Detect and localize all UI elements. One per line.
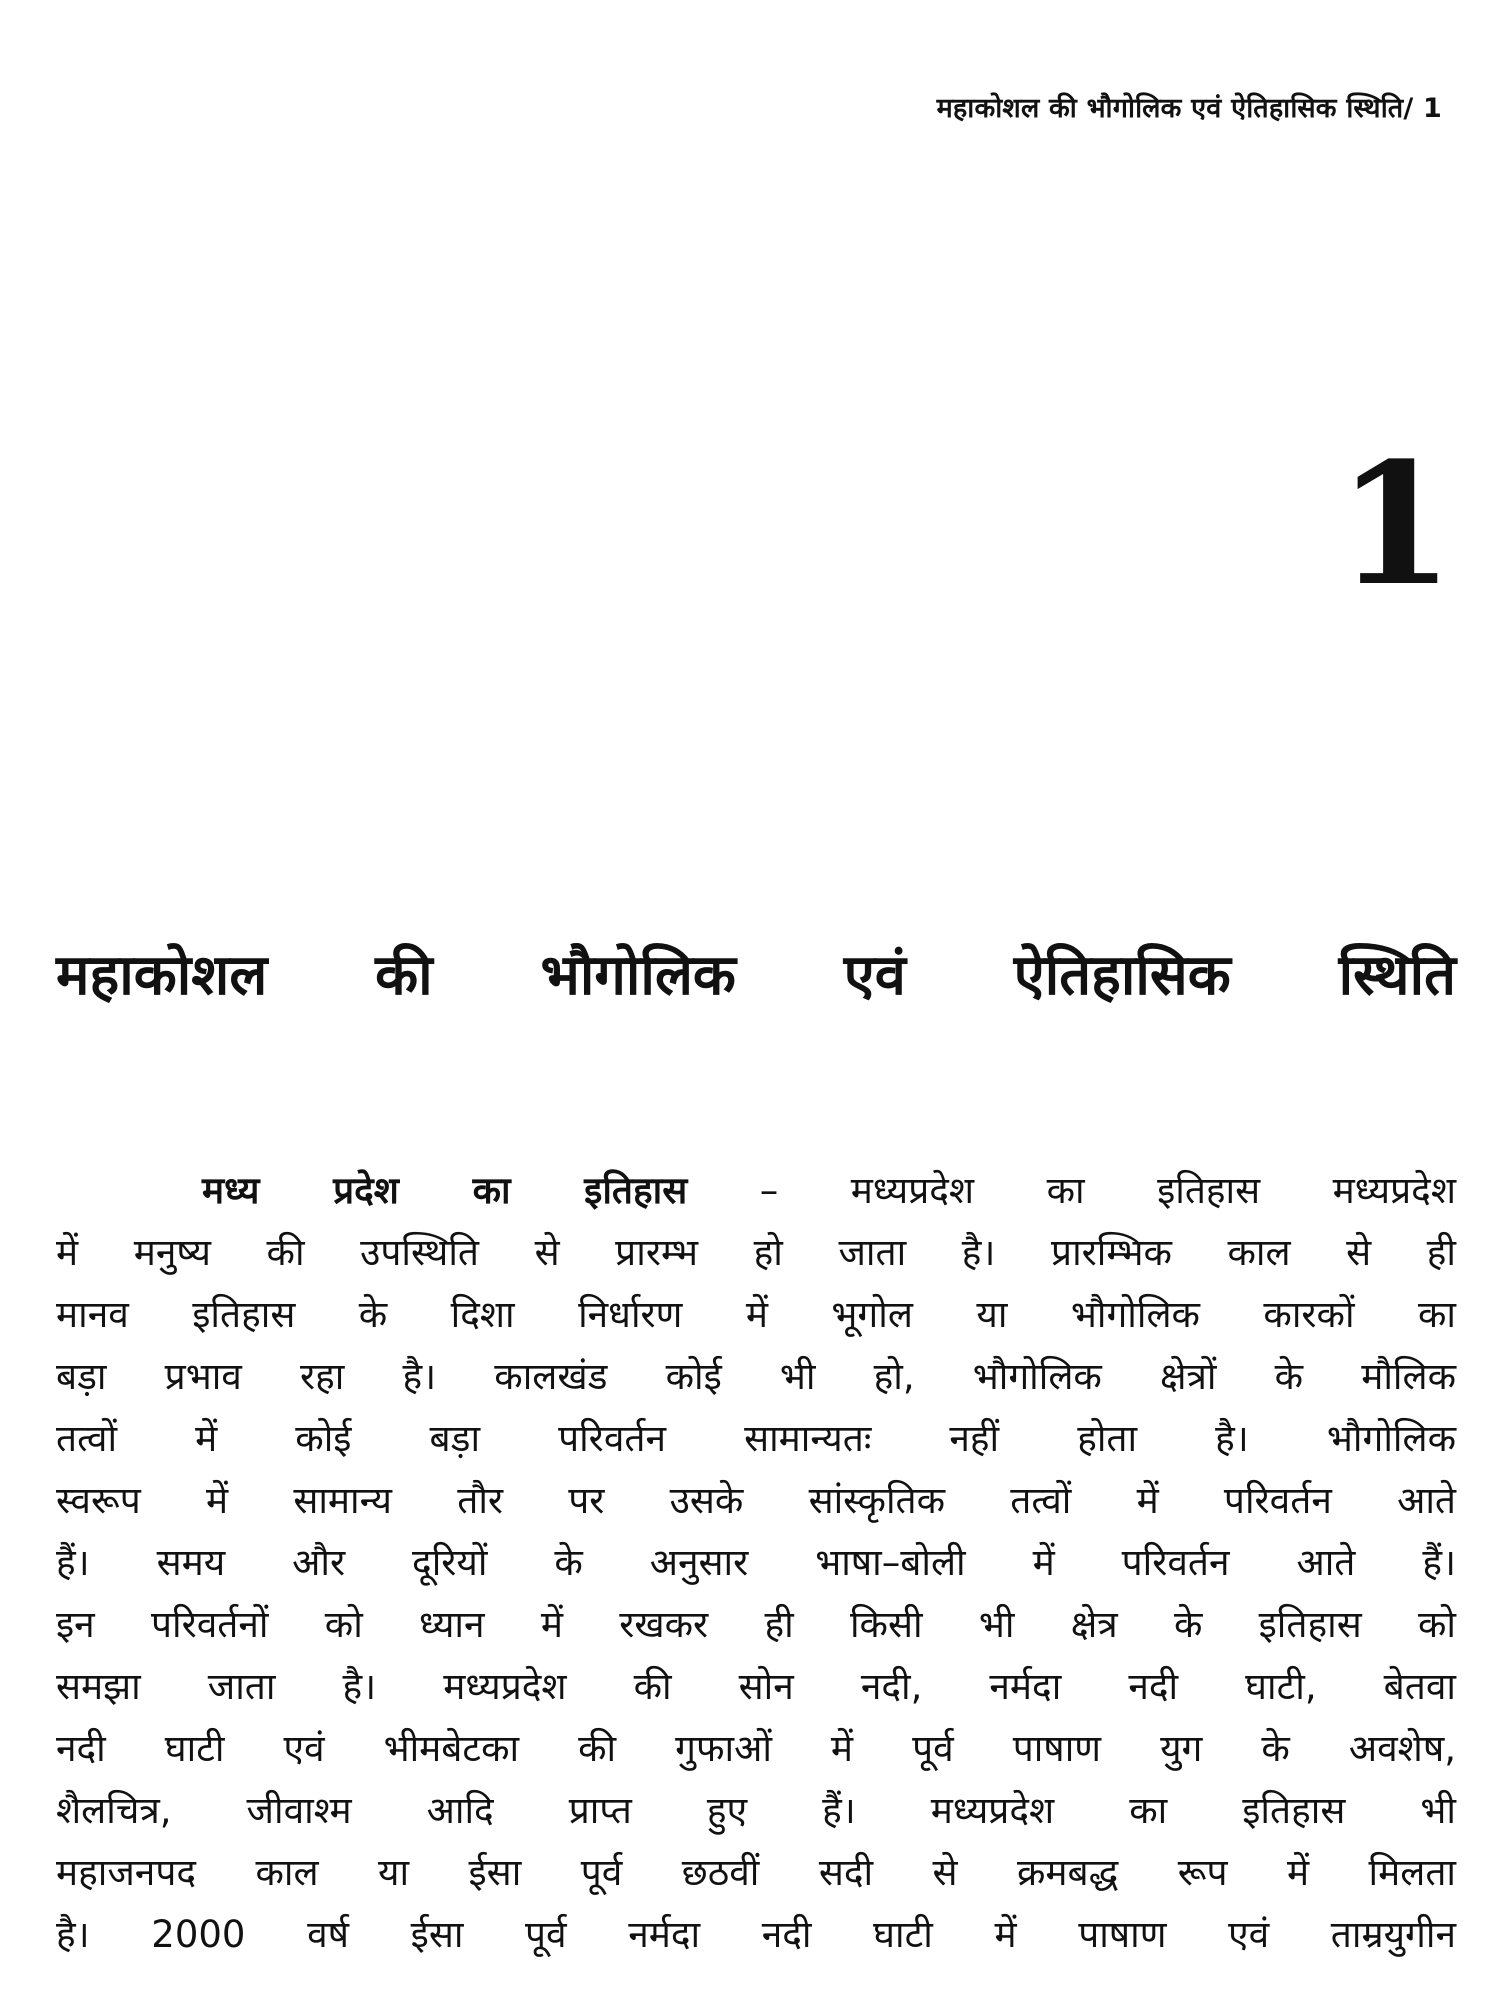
body-line: हैं। समय और दूरियों के अनुसार भाषा–बोली में परिवर्तन आते हैं।: [56, 1541, 1456, 1584]
body-line: बड़ा प्रभाव रहा है। कालखंड कोई भी हो, भौगोलिक क्षेत्रों के मौलिक: [56, 1355, 1456, 1398]
chapter-title: महाकोशल की भौगोलिक एवं ऐतिहासिक स्थिति: [56, 943, 1456, 1008]
body-text: [56, 1160, 1456, 1966]
body-line: है। 2000 वर्ष ईसा पूर्व नर्मदा नदी घाटी में पाषाण एवं ताम्रयुगीन: [56, 1913, 1456, 1956]
body-line: स्वरूप में सामान्य तौर पर उसके सांस्कृतिक तत्वों में परिवर्तन आते: [56, 1479, 1456, 1522]
body-line: [56, 1160, 1456, 1222]
body-line: नदी घाटी एवं भीमबेटका की गुफाओं में पूर्व पाषाण युग के अवशेष,: [56, 1727, 1456, 1770]
body-line: समझा जाता है। मध्यप्रदेश की सोन नदी, नर्मदा नदी घाटी, बेतवा: [56, 1665, 1456, 1708]
body-line: मानव इतिहास के दिशा निर्धारण में भूगोल या भौगोलिक कारकों का: [56, 1293, 1456, 1336]
chapter-number: 1: [1337, 425, 1454, 623]
body-line: में मनुष्य की उपस्थिति से प्रारम्भ हो जाता है। प्रारम्भिक काल से ही: [56, 1231, 1456, 1274]
body-line: इन परिवर्तनों को ध्यान में रखकर ही किसी भी क्षेत्र के इतिहास को: [56, 1603, 1456, 1646]
running-head: महाकोशल की भौगोलिक एवं ऐतिहासिक स्थिति/ 1: [936, 93, 1442, 124]
body-line: तत्वों में कोई बड़ा परिवर्तन सामान्यतः नहीं होता है। भौगोलिक: [56, 1417, 1456, 1460]
body-line: महाजनपद काल या ईसा पूर्व छठवीं सदी से क्रमबद्ध रूप में मिलता: [56, 1851, 1456, 1894]
body-line: शैलचित्र, जीवाश्म आदि प्राप्त हुए हैं। मध्यप्रदेश का इतिहास भी: [56, 1789, 1456, 1832]
body-line-text: – मध्यप्रदेश का इतिहास मध्यप्रदेश: [687, 1169, 1456, 1212]
section-lead-in: मध्य प्रदेश का इतिहास: [202, 1169, 688, 1212]
